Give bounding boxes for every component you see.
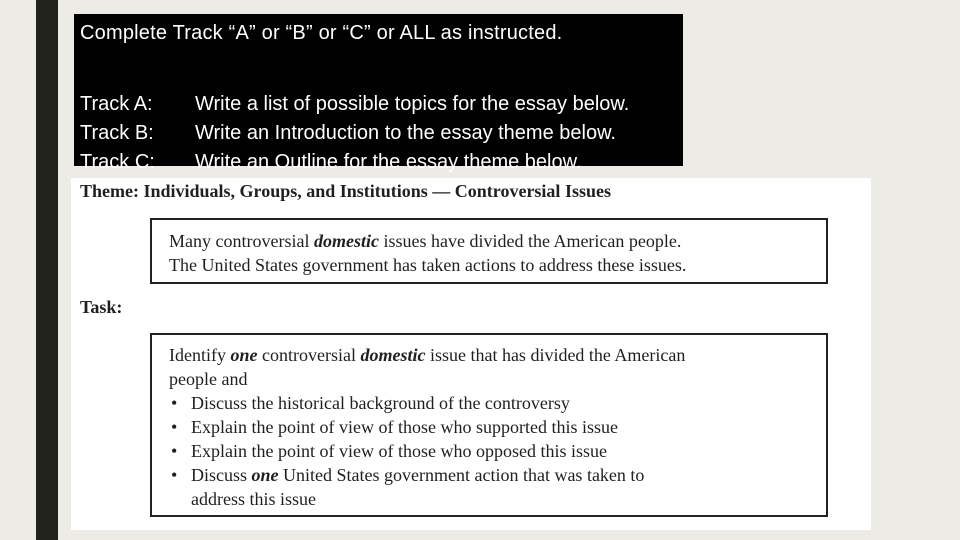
task-bullet-text: address this issue: [191, 489, 316, 509]
track-a-text: Write a list of possible topics for the essay below.: [195, 93, 630, 115]
essay-document: [71, 178, 871, 530]
task-bullet-text: Explain the point of view of those who supported this issue: [191, 417, 618, 437]
track-c-text: Write an Outline for the essay theme below.: [195, 151, 582, 173]
theme-emphasis: domestic: [313, 231, 379, 251]
task-text-part: Discuss: [191, 465, 252, 485]
track-b-row: [80, 119, 629, 148]
bullet-icon: •: [171, 465, 178, 485]
left-accent-bar: [36, 0, 58, 540]
theme-text-part: Many controversial: [169, 231, 314, 251]
task-bullet-continuation: [169, 487, 826, 511]
task-bullet: [169, 415, 826, 439]
task-intro-line-1: [169, 343, 826, 367]
bullet-icon: •: [171, 393, 178, 413]
theme-box: [150, 218, 828, 284]
theme-box-line-1: [169, 229, 826, 253]
theme-label: Theme:: [80, 181, 139, 201]
track-a-label: Track A:: [80, 93, 153, 115]
task-label: Task:: [80, 297, 123, 317]
track-a-row: [80, 90, 629, 119]
task-text-part: controversial: [257, 345, 361, 365]
task-box: [150, 333, 828, 517]
task-bullet: [169, 463, 826, 487]
task-emphasis: domestic: [360, 345, 426, 365]
track-list: [80, 90, 629, 177]
track-b-text: Write an Introduction to the essay theme below.: [195, 122, 616, 144]
track-c-row: [80, 148, 629, 177]
track-b-label: Track B:: [80, 122, 154, 144]
theme-title: Individuals, Groups, and Institutions — Controversial Issues: [143, 181, 611, 201]
task-intro-line-2: people and: [169, 369, 248, 389]
task-bullet-list: [169, 391, 826, 511]
theme-text-part: issues have divided the American people.: [378, 231, 682, 251]
track-c-label: Track C:: [80, 151, 155, 173]
instructions-box: [74, 14, 683, 173]
bullet-icon: •: [171, 441, 178, 461]
task-text-part: United States government action that was taken to: [278, 465, 645, 485]
task-emphasis: one: [230, 345, 258, 365]
task-bullet: [169, 439, 826, 463]
theme-box-line-2: The United States government has taken actions to address these issues.: [169, 255, 687, 275]
task-bullet-text: Explain the point of view of those who opposed this issue: [191, 441, 607, 461]
task-text-part: issue that has divided the American: [425, 345, 686, 365]
instructions-heading: Complete Track “A” or “B” or “C” or ALL as instructed.: [80, 22, 563, 44]
task-text-part: Identify: [169, 345, 231, 365]
bullet-icon: •: [171, 417, 178, 437]
task-bullet-text: Discuss the historical background of the controversy: [191, 393, 570, 413]
theme-heading: [80, 181, 611, 202]
task-bullet: [169, 391, 826, 415]
task-emphasis: one: [251, 465, 279, 485]
